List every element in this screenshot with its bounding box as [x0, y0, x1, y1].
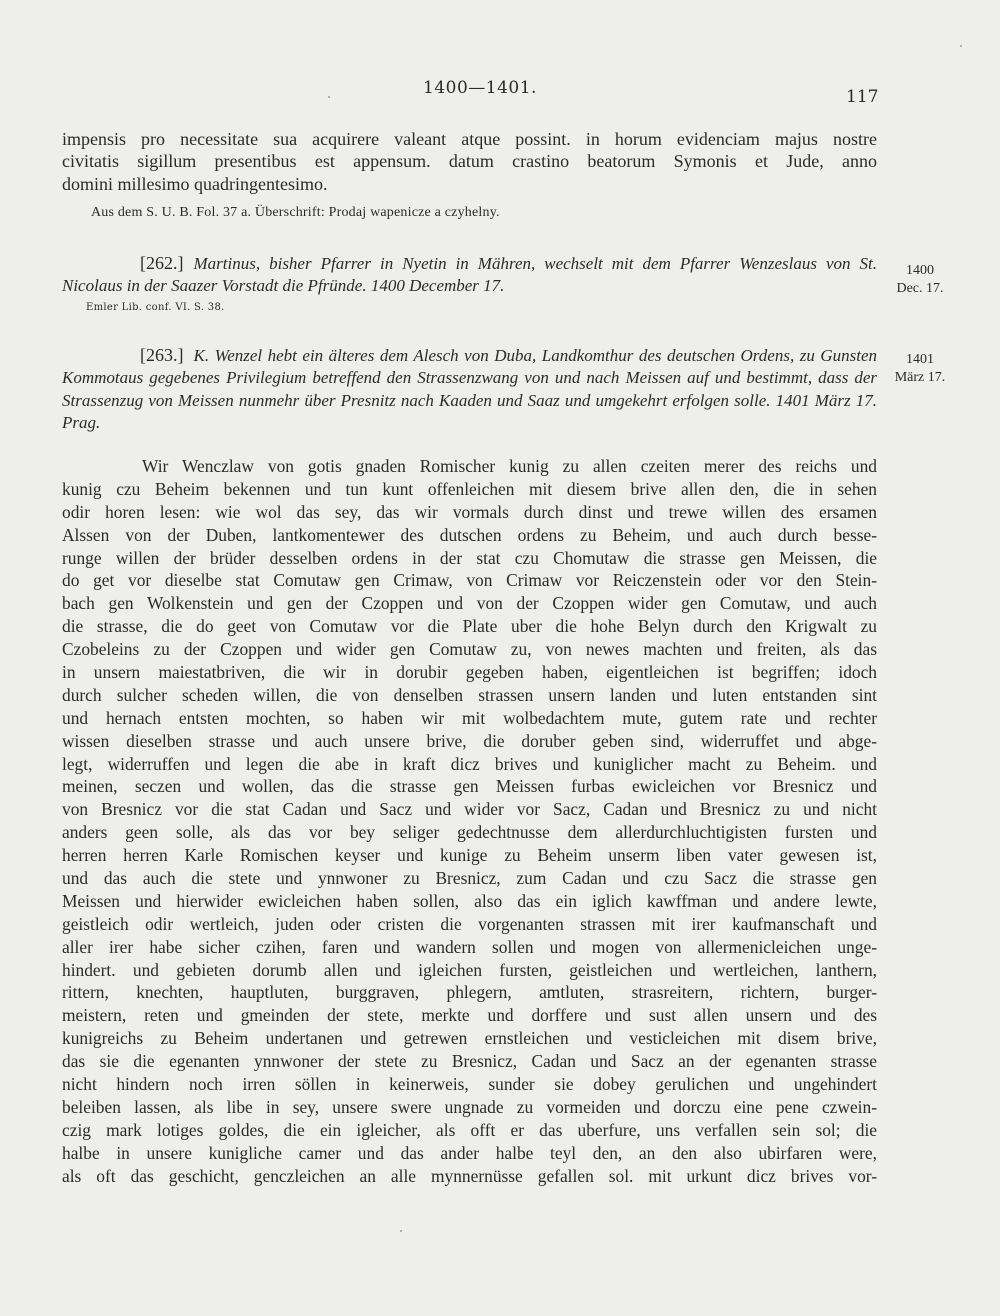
charter-line: meistern, reten und gmeinden der stete, merkte und dorffere und sust allen unsern und des [62, 1005, 877, 1026]
entry-263-summary: K. Wenzel hebt ein älteres dem Alesch von Duba, Landkomthur des deutschen Ordens, zu Gunsten Kommotaus gegebenes Privilegium betreffend den Strassenzwang von und nach Meissen auf und bestimmt, dass der Strassenzug von Meissen nunmehr über Presnitz nach Kaaden und Saaz und umgekehrt erfolgen solle. 1401 März 17. Prag. [62, 346, 877, 433]
charter-line: und hernach entsten mochten, so haben wir mit wolbedachtem mute, gutem rate und rechter [62, 707, 877, 728]
margin-year: 1401 [906, 352, 934, 367]
charter-line: herren herren Karle Romischen keyser und kunige zu Beheim unserm liben vater gewesen ist, [62, 845, 877, 866]
charter-line: die strasse, die do geet von Comutaw vor die Plate uber die hohe Belyn durch den Krigwalt zu [62, 616, 877, 637]
charter-line: das sie die egenanten ynnwoner der stete zu Bresnicz, Cadan und Sacz an der egenanten strasse [62, 1051, 877, 1072]
running-head [0, 78, 1000, 118]
charter-line: wissen dieselben strasse und auch unsere brive, die doruber geben sind, widerruffet und abge- [62, 730, 877, 751]
margin-day: März 17. [894, 370, 946, 385]
charter-line: als oft das geschicht, genczleichen an alle mynnernüsse gefallen sol. mit urkunt dicz brives vor- [62, 1165, 877, 1186]
page-number: 117 [846, 87, 879, 107]
charter-line: kunigreichs zu Beheim undertanen und getrewen ernstleichen und vesticleichen mit disem brive, [62, 1028, 877, 1049]
entry-263-margin-date [880, 351, 960, 387]
charter-line: durch sulcher scheden willen, die von denselben strassen unsern landen und luten entstanden sint [62, 684, 877, 705]
charter-line: meinen, seczen und wollen, das die strasse gen Meissen furbas ewicleichen vor Bresnicz und [62, 776, 877, 797]
entry-263-regest [62, 344, 877, 435]
charter-line: und das auch die stete und ynnwoner zu Bresnicz, zum Cadan und czu Sacz die strasse gen [62, 868, 877, 889]
charter-line: Wir Wenczlaw von gotis gnaden Romischer kunig zu allen czeiten merer des reichs und [142, 456, 877, 476]
charter-line: von Bresnicz vor die stat Cadan und Sacz und wider vor Sacz, Cadan und Bresnicz zu und nicht [62, 799, 877, 820]
charter-line: anders geen solle, als das vor bey seliger gedechtnusse dem allerdurchluchtigisten fursten und [62, 822, 877, 843]
charter-line: halbe in unsere kunigliche camer und das ander halbe teyl den, an den also ubirfaren were, [62, 1142, 877, 1163]
charter-line: kunig czu Beheim bekennen und tun kunt offenleichen mit diesem brive allen den, die in sehen [62, 478, 877, 499]
entry-263-number: [263.] [140, 345, 184, 365]
paper-speck [960, 45, 962, 47]
entry-262-number: [262.] [140, 253, 184, 273]
paper-speck [328, 96, 330, 98]
charter-line: rittern, knechten, hauptluten, burggraven, phlegern, amtluten, strasreitern, richtern, burger- [62, 982, 877, 1003]
charter-line: legt, widerruffen und legen die abe in kraft dicz brives und kuniglicher macht zu Beheim. und [62, 753, 877, 774]
charter-line: nicht hindern noch irren söllen in keinerweis, sunder sie dobey gerulichen und ungehindert [62, 1074, 877, 1095]
entry-262-source: Emler Lib. conf. VI. S. 38. [86, 302, 225, 313]
entry-262-summary: Martinus, bisher Pfarrer in Nyetin in Mähren, wechselt mit dem Pfarrer Wenzeslaus von St. Nicolaus in der Saazer Vorstadt die Pfründe. 1400 December 17. [62, 254, 877, 296]
charter-line: Czobeleins zu der Czoppen und wider gen Comutaw zu, von newes machten und freiten, als das [62, 639, 877, 660]
charter-line: odir horen lesen: wie wol das sey, das wir vormals durch dinst und trewe willen des ersamen [62, 501, 877, 522]
charter-line: bach gen Wolkenstein und gen der Czoppen und von der Czoppen wider gen Comutaw, und auch [62, 593, 877, 614]
opening-line: impensis pro necessitate sua acquirere valeant atque possint. in horum evidenciam majus nostre [62, 129, 877, 149]
paper-speck [400, 1230, 402, 1232]
charter-line: Meissen und hierwider ewicleichen haben sollen, also das ein iglich kawffman und andere lewte, [62, 890, 877, 911]
opening-paragraph [62, 128, 877, 195]
margin-day: Dec. 17. [896, 281, 944, 296]
entry-262-margin-date [880, 262, 960, 298]
charter-line: beleiben lassen, als libe in sey, unsere swere ungnade zu vormeiden und dorczu eine pene czwein- [62, 1096, 877, 1117]
charter-line: geistleich odir wertleich, juden oder cristen die vorgenanten strassen mit irer kaufmanschaft und [62, 913, 877, 934]
opening-line: domini millesimo quadringentesimo. [62, 173, 328, 194]
charter-line: czig mark lotiges goldes, die ein igleicher, als offt er das uberfure, uns verfallen sein sol; die [62, 1119, 877, 1140]
charter-line: runge willen der brüder desselben ordens in der stat czu Chomutaw die strasse gen Meissen, die [62, 547, 877, 568]
charter-line: do get vor dieselbe stat Comutaw gen Crimaw, von Crimaw vor Reiczenstein oder vor den Stein- [62, 570, 877, 591]
margin-year: 1400 [906, 263, 934, 278]
charter-line: hindert. und gebieten dorumb allen und igleichen fursten, geistleichen und wertleichen, lanthern, [62, 959, 877, 980]
opening-source-note: Aus dem S. U. B. Fol. 37 a. Überschrift: Prodaj wapenicze a czyhelny. [91, 205, 500, 220]
opening-line: civitatis sigillum presentibus est appensum. datum crastino beatorum Symonis et Jude, anno [62, 151, 877, 172]
charter-text [62, 455, 877, 1188]
running-title: 1400—1401. [423, 78, 537, 98]
charter-line: Alssen von der Duben, lantkomentewer des dutschen ordens zu Beheim, und auch durch besse- [62, 524, 877, 545]
charter-line: aller irer habe sicher czihen, faren und wandern sollen und mogen von allermenicleichen unge- [62, 936, 877, 957]
charter-line: in unsern maiestatbriven, die wir in dorubir gegeben haben, eigentleichen ist begriffen; idoch [62, 662, 877, 683]
entry-262-regest [62, 252, 877, 298]
